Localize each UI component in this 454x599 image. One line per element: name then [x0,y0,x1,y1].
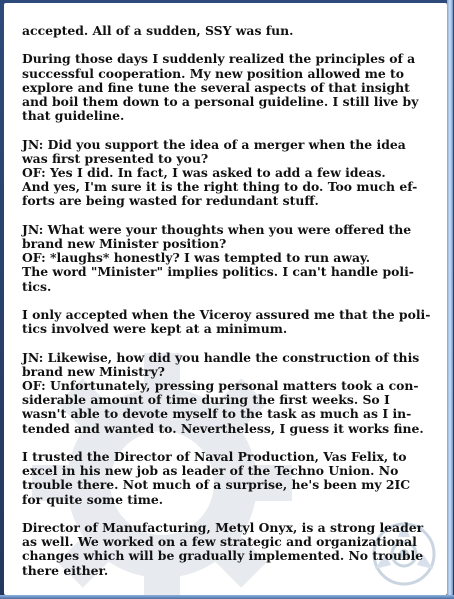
text-line: I only accepted when the Viceroy assured me that the poli- [22,307,431,322]
document-page [4,3,447,595]
bottom-border [0,595,454,599]
paragraph [22,52,440,123]
paragraph [22,138,440,209]
text-line: forts are being wasted for redundant stuff. [22,193,319,209]
text-line: siderable amount of time during the first weeks. So I [22,392,390,408]
text-line: trouble there. Not much of a surprise, he's been my 2IC [22,477,411,493]
text-line: that guideline. [22,108,125,124]
text-line: tics involved were kept at a minimum. [22,321,288,337]
text-line: The word "Minister" implies politics. I can't handle poli- [22,264,414,280]
paragraph [22,450,440,507]
text-line: and boil them down to a personal guideline. I still live by [22,94,419,109]
text-line: changes which will be gradually implemented. No trouble [22,548,424,564]
document-body [22,24,440,592]
text-line: brand new Minister position? [22,236,227,251]
text-line: tended and wanted to. Nevertheless, I guess it works fine. [22,420,424,436]
text-line: OF: Yes I did. In fact, I was asked to add a few ideas. [22,165,386,180]
paragraph [22,24,440,38]
paragraph [22,351,440,436]
text-line: successful cooperation. My new position allowed me to [22,65,405,81]
text-line: JN: Did you support the idea of a merger when the idea [22,136,406,152]
text-line: JN: Likewise, how did you handle the construction of this [22,349,420,365]
text-line: wasn't able to devote myself to the task as much as I in- [22,406,412,422]
text-line: accepted. All of a sudden, SSY was fun. [22,23,294,38]
text-line: And yes, I'm sure it is the right thing to do. Too much ef- [22,179,418,195]
text-line: OF: *laughs* honestly? I was tempted to run away. [22,250,371,266]
paragraph [22,223,440,294]
text-line: explore and fine tune the several aspects of that insight [22,79,410,95]
text-line: tics. [22,278,52,294]
text-line: During those days I suddenly realized the principles of a [22,51,416,67]
text-line: for quite some time. [22,491,164,507]
text-line: I trusted the Director of Naval Production, Vas Felix, to [22,449,407,464]
text-line: JN: What were your thoughts when you were offered the [22,221,412,237]
text-line: was first presented to you? [22,150,209,166]
paragraph [22,521,440,578]
text-line: there either. [22,562,109,578]
paragraph [22,308,440,336]
text-line: excel in his new job as leader of the Techno Union. No [22,463,399,479]
text-line: Director of Manufacturing, Metyl Onyx, is a strong leader [22,520,424,535]
text-line: as well. We worked on a few strategic and organizational [22,534,417,550]
text-line: OF: Unfortunately, pressing personal matters took a con- [22,378,419,393]
right-border [447,0,453,599]
text-line: brand new Ministry? [22,363,165,379]
